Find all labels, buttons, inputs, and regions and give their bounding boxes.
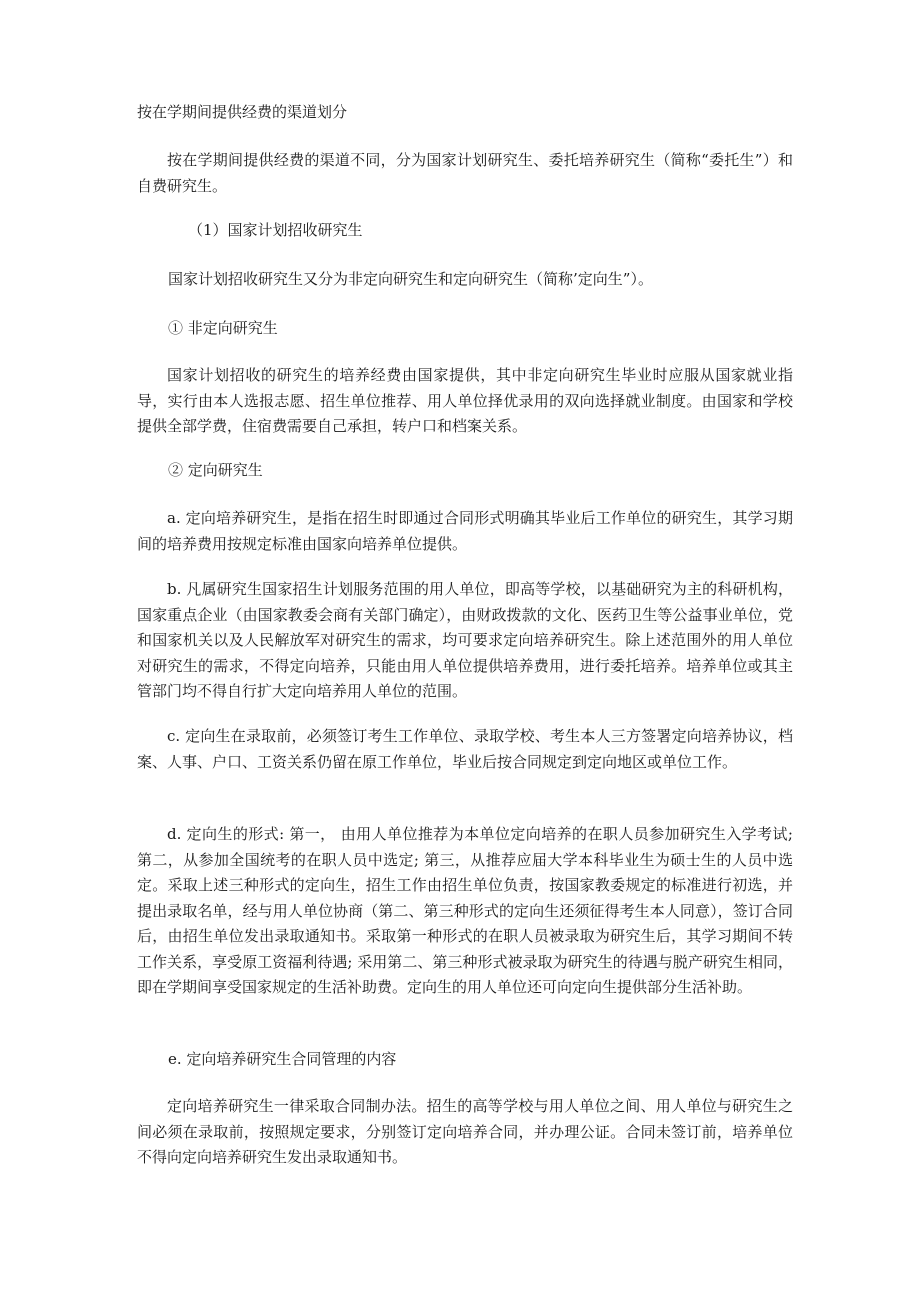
document-title: 按在学期间提供经费的渠道划分 bbox=[137, 103, 348, 121]
item-e-paragraph: 定向培养研究生一律采取合同制办法。招生的高等学校与用人单位之间、用人单位与研究生之间必须在录取前，按照规定要求，分别签订定向培养合同，并办理公证。合同未签订前，培养单位不得向定向培养研究生发出录取通知书。 bbox=[137, 1097, 793, 1166]
section-1-heading: （1）国家计划招收研究生 bbox=[188, 221, 363, 239]
subsection-2-heading: ② 定向研究生 bbox=[168, 461, 263, 479]
subsection-1-text: 国家计划招收的研究生的培养经费由国家提供，其中非定向研究生毕业时应服从国家就业指导，实行由本人选报志愿、招生单位推荐、用人单位择优录用的双向选择就业制度。由国家和学校提供全部学费，住宿费需要自己承担，转户口和档案关系。 bbox=[137, 366, 793, 435]
item-b-paragraph: b. 凡属研究生国家招生计划服务范围的用人单位，即高等学校，以基础研究为主的科研机构，国家重点企业（由国家教委会商有关部门确定），由财政拨款的文化、医药卫生等公益事业单位，党和国家机关以及人民解放军对研究生的需求，均可要求定向培养研究生。除上述范围外的用人单位对研究生的需求，不得定向培养，只能由用人单位提供培养费用，进行委托培养。培养单位或其主管部门均不得自行扩大定向培养用人单位的范围。 bbox=[137, 580, 793, 700]
section-1-text: 国家计划招收研究生又分为非定向研究生和定向研究生（简称’定向生”）。 bbox=[168, 270, 653, 288]
item-e-heading: e. 定向培养研究生合同管理的内容 bbox=[168, 1050, 397, 1068]
item-c-paragraph: c. 定向生在录取前，必须签订考生工作单位、录取学校、考生本人三方签署定向培养协议，档案、人事、户口、工资关系仍留在原工作单位，毕业后按合同规定到定向地区或单位工作。 bbox=[137, 727, 793, 771]
item-a-paragraph: a. 定向培养研究生，是指在招生时即通过合同形式明确其毕业后工作单位的研究生，其学习期间的培养费用按规定标准由国家向培养单位提供。 bbox=[137, 509, 793, 553]
subsection-1-heading: ① 非定向研究生 bbox=[168, 319, 278, 337]
intro-paragraph: 按在学期间提供经费的渠道不同，分为国家计划研究生、委托培养研究生（简称“委托生”）和自费研究生。 bbox=[137, 151, 793, 195]
item-d-paragraph: d. 定向生的形式: 第一， 由用人单位推荐为本单位定向培养的在职人员参加研究生入学考试; 第二，从参加全国统考的在职人员中选定; 第三，从推荐应届大学本科毕业生为硕士生的人员中选定。采取上述三种形式的定向生，招生工作由招生单位负责，按国家教委规定的标准进行初选，并提出录取名单，经与用人单位协商（第二、第三种形式的定向生还须征得考生本人同意），签订合同后，由招生单位发出录取通知书。采取第一种形式的在职人员被录取为研究生后，其学习期间不转工作关系，享受原工资福利待遇; 采用第二、第三种形式被录取为研究生的待遇与脱产研究生相同，即在学期间享受国家规定的生活补助费。定向生的用人单位还可向定向生提供部分生活补助。 bbox=[137, 825, 793, 996]
